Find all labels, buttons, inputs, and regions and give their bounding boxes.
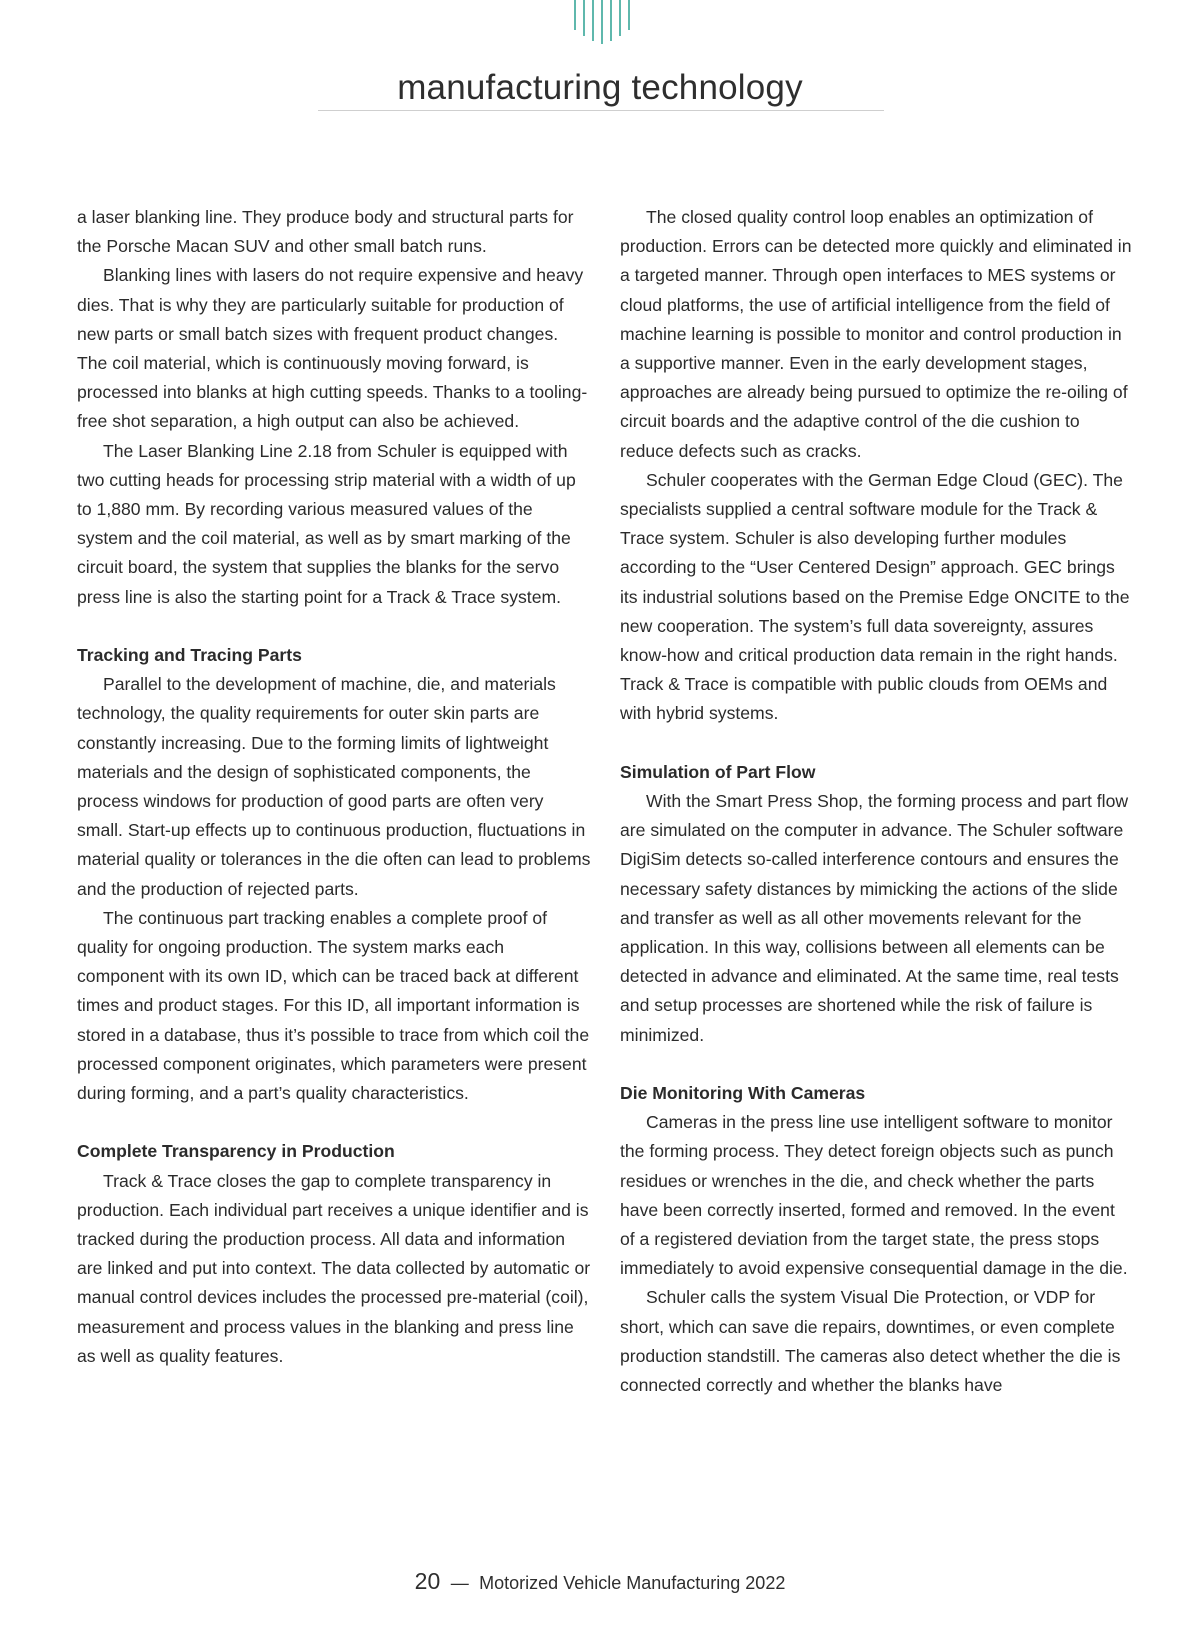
right-column	[620, 203, 1132, 1400]
header-decoration-lines	[562, 0, 642, 48]
paragraph: The continuous part tracking enables a complete proof of quality for ongoing production. The system marks each component with its own ID, which can be traced back at different times and product stages. For this ID, all important information is stored in a database, thus it’s possible to trace from which coil the processed component originates, which parameters were present during forming, and a part’s quality characteristics.	[77, 907, 590, 1104]
paragraph: Schuler cooperates with the German Edge Cloud (GEC). The specialists supplied a central software module for the Track & Trace system. Schuler is also developing further modules according to the “User Centered Design” approach. GEC brings its industrial solutions based on the Premise Edge ONCITE to the new cooperation. The system’s full data sovereignty, assures know-how and critical production data remain in the right hands. Track & Trace is compatible with public clouds from OEMs and with hybrid systems.	[620, 469, 1130, 724]
section-title: manufacturing technology	[397, 68, 803, 107]
page-number: 20	[414, 1568, 441, 1594]
paragraph: The closed quality control loop enables an optimization of production. Errors can be detected more quickly and eliminated in a targeted manner. Through open interfaces to MES systems or cloud platforms, the use of artificial intelligence from the field of machine learning is possible to monitor and control production in a supportive manner. Even in the early development stages, approaches are already being pursued to optimize the re-oiling of circuit boards and the adaptive control of the die cushion to reduce defects such as cracks.	[620, 207, 1132, 461]
left-column	[77, 203, 591, 1371]
paragraph: Blanking lines with lasers do not require expensive and heavy dies. That is why they are particularly suitable for production of new parts or small batch sizes with frequent product changes. The coil material, which is continuously moving forward, is processed into blanks at high cutting speeds. Thanks to a tooling-free shot separation, a high output can also be achieved.	[77, 265, 588, 432]
page-footer	[0, 1568, 1200, 1595]
publication-name: Motorized Vehicle Manufacturing 2022	[479, 1573, 786, 1593]
paragraph: With the Smart Press Shop, the forming process and part flow are simulated on the computer in advance. The Schuler software DigiSim detects so-called interference contours and ensures the necessary safety distances by mimicking the actions of the slide and transfer as well as all other movements relevant for the application. In this way, collisions between all elements can be detected in advance and eliminated. At the same time, real tests and setup processes are shortened while the risk of failure is minimized.	[620, 791, 1129, 1045]
subheading-simulation: Simulation of Part Flow	[620, 761, 816, 782]
subheading-tracking: Tracking and Tracing Parts	[77, 645, 302, 666]
paragraph: Cameras in the press line use intelligent software to monitor the forming process. They detect foreign objects such as punch residues or wrenches in the die, and check whether the parts have been correctly inserted, formed and removed. In the event of a registered deviation from the target state, the press stops immediately to avoid expensive consequential damage in the die.	[620, 1112, 1128, 1279]
footer-separator: —	[450, 1573, 469, 1593]
paragraph: Parallel to the development of machine, die, and materials technology, the quality requirements for outer skin parts are constantly increasing. Due to the forming limits of lightweight materials and the design of sophisticated components, the process windows for production of good parts are often very small. Start-up effects up to continuous production, fluctuations in material quality or tolerances in the die often can lead to problems and the production of rejected parts.	[77, 674, 591, 899]
paragraph: The Laser Blanking Line 2.18 from Schuler is equipped with two cutting heads for processing strip material with a width of up to 1,880 mm. By recording various measured values of the system and the coil material, as well as by smart marking of the circuit board, the system that supplies the blanks for the servo press line is also the starting point for a Track & Trace system.	[77, 440, 576, 607]
subheading-transparency: Complete Transparency in Production	[77, 1141, 395, 1162]
paragraph: Track & Trace closes the gap to complete transparency in production. Each individual part receives a unique identifier and is tracked during the production process. All data and information are linked and put into context. The data collected by automatic or manual control devices includes the processed pre-material (coil), measurement and process values in the blanking and press line as well as quality features.	[77, 1170, 591, 1366]
paragraph: a laser blanking line. They produce body and structural parts for the Porsche Macan SUV and other small batch runs.	[77, 207, 574, 257]
subheading-die-monitoring: Die Monitoring With Cameras	[620, 1083, 866, 1104]
paragraph: Schuler calls the system Visual Die Protection, or VDP for short, which can save die repairs, downtimes, or even complete production standstill. The cameras also detect whether the die is connected correctly and whether the blanks have	[620, 1287, 1121, 1396]
title-divider	[318, 110, 884, 111]
